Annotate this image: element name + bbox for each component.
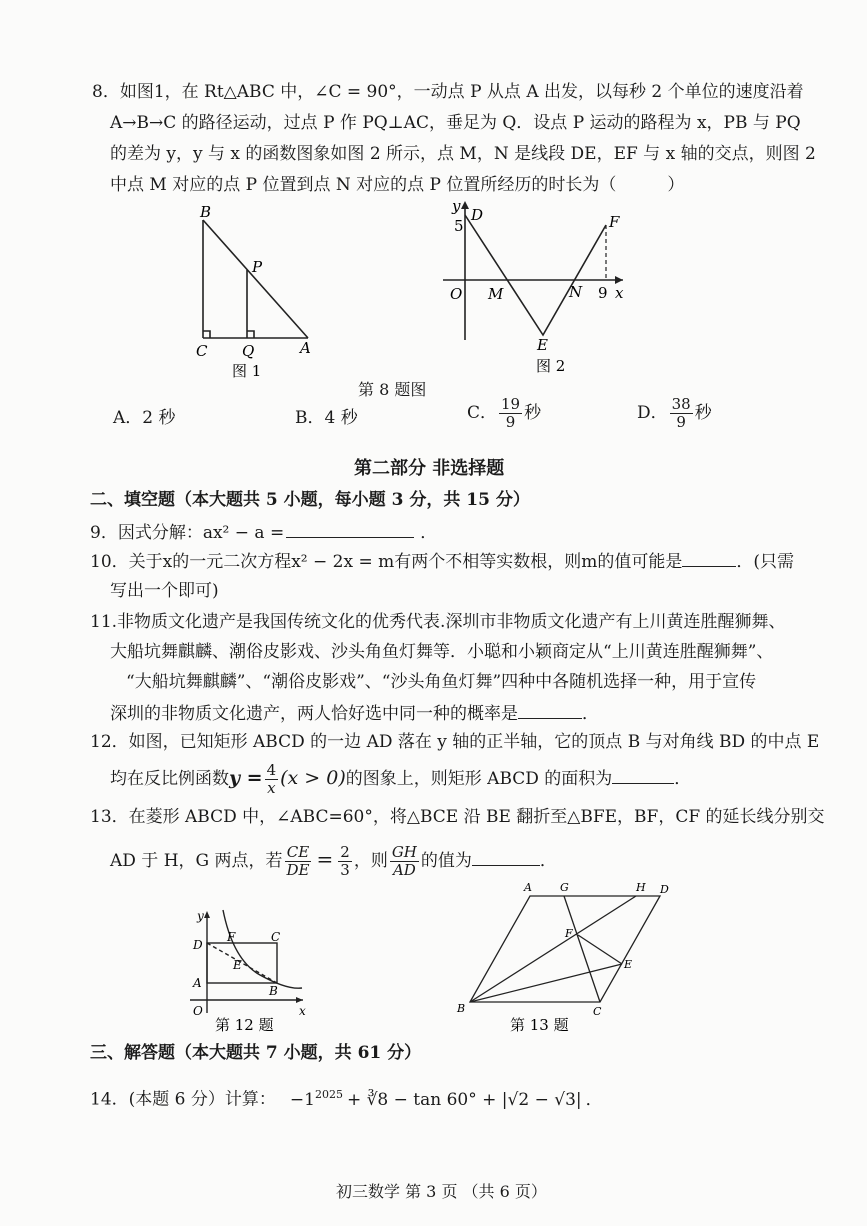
q8-figure-caption: 第 8 题图 xyxy=(358,380,427,399)
fig2-label-m: M xyxy=(488,285,504,303)
q11-line2: 大船坑舞麒麟、潮俗皮影戏、沙头角鱼灯舞等．小聪和小颖商定从“上川黄连胜醒狮舞”、 xyxy=(110,642,774,662)
q8-line2: A→B→C 的路径运动，过点 P 作 PQ⊥AC，垂足为 Q．设点 P 运动的路程为 x，PB 与 PQ xyxy=(110,113,801,133)
q13-line2 xyxy=(110,844,557,879)
q8-option-d xyxy=(637,396,712,431)
q13-gh: GH xyxy=(391,843,417,861)
q14-term-a: −1 xyxy=(289,1089,315,1110)
q13-line1: 13．在菱形 ABCD 中，∠ABC=60°，将△BCE 沿 BE 翻折至△BFE，BF，CF 的延长线分别交 xyxy=(90,807,825,827)
q11-line4 xyxy=(110,700,599,726)
fig2-label-n: N xyxy=(569,283,583,301)
fig12-label-d: D xyxy=(193,938,203,952)
q13-two: 2 xyxy=(340,843,350,861)
fig13-label-f: F xyxy=(565,927,573,940)
fig1-label-b: B xyxy=(200,203,212,221)
fig2-label-y: y xyxy=(452,197,461,215)
q11-line1: 11.非物质文化遗产是我国传统文化的优秀代表.深圳市非物质文化遗产有上川黄连胜醒狮舞、 xyxy=(90,612,786,632)
option-d-label: D． xyxy=(637,403,668,423)
part2-title: 第二部分 非选择题 xyxy=(354,458,505,479)
q8-figure-1 xyxy=(190,200,330,380)
q12-text-b: 的图象上，则矩形 ABCD 的面积为 xyxy=(345,769,613,789)
fig1-caption: 图 1 xyxy=(232,362,262,380)
q9-end: ． xyxy=(420,523,438,543)
q12-domain: (x > 0) xyxy=(280,767,346,789)
q10-note: ．(只需 xyxy=(736,552,795,572)
q14-end: ． xyxy=(585,1089,603,1110)
q13-text-c: 的值为 xyxy=(420,851,472,871)
q13-ad: AD xyxy=(392,861,416,879)
q14-exponent: 2025 xyxy=(314,1088,343,1101)
fig13-label-c: C xyxy=(593,1005,602,1018)
q12-answer-blank[interactable] xyxy=(612,765,674,784)
q8-line4: 中点 M 对应的点 P 位置到点 N 对应的点 P 位置所经历的时长为（ ） xyxy=(110,175,685,195)
q8-figure-2 xyxy=(438,195,638,380)
q8-line1: 8．如图1，在 Rt△ABC 中，∠C = 90°，一动点 P 从点 A 出发，以每秒 2 个单位的速度沿着 xyxy=(92,82,804,102)
q13-end: ． xyxy=(539,851,557,871)
fig12-caption: 第 12 题 xyxy=(215,1016,274,1034)
q9-text: 9．因式分解：ax² − a = xyxy=(90,523,285,543)
option-d-unit: 秒 xyxy=(694,403,712,423)
q14-label: 14．(本题 6 分）计算： xyxy=(90,1089,276,1110)
fig13-label-e: E xyxy=(624,958,633,971)
q12-line2 xyxy=(110,762,691,797)
q14 xyxy=(90,1083,603,1112)
fig12-label-a: A xyxy=(193,976,202,990)
fig12-label-c: C xyxy=(271,930,281,944)
fig2-label-x: x xyxy=(615,284,624,302)
option-c-denominator: 9 xyxy=(505,413,516,431)
q12-denominator: x xyxy=(267,779,276,797)
fig13 xyxy=(452,880,677,1035)
fig13-label-g: G xyxy=(560,881,569,894)
q9 xyxy=(90,519,437,545)
section3-title: 三、解答题（本大题共 7 小题，共 61 分） xyxy=(90,1043,422,1063)
fig13-label-d: D xyxy=(660,883,669,896)
q12-function-y: y = xyxy=(229,767,263,789)
option-c-numerator: 19 xyxy=(501,395,521,413)
q8-line3: 的差为 y，y 与 x 的函数图象如图 2 所示，点 M，N 是线段 DE，EF 与 x 轴的交点，则图 2 xyxy=(110,144,816,164)
option-d-denominator: 9 xyxy=(676,413,686,431)
fig2-label-o: O xyxy=(450,285,463,303)
q12-line1: 12．如图，已知矩形 ABCD 的一边 AD 落在 y 轴的正半轴，它的顶点 B 与对角线 BD 的中点 E xyxy=(90,732,820,752)
section2-title: 二、填空题（本大题共 5 小题，每小题 3 分，共 15 分） xyxy=(90,490,530,510)
fig1-label-a: A xyxy=(300,339,311,357)
q10-answer-blank[interactable] xyxy=(682,548,736,567)
q8-option-b: B．4 秒 xyxy=(295,408,358,428)
fig2-label-9: 9 xyxy=(598,284,608,302)
fig12-label-b: B xyxy=(269,984,278,998)
q12-text-a: 均在反比例函数 xyxy=(110,769,229,789)
option-c-label: C． xyxy=(467,403,498,423)
q8-option-a: A．2 秒 xyxy=(113,408,176,428)
q13-ce: CE xyxy=(286,843,310,861)
q9-answer-blank[interactable] xyxy=(286,519,414,538)
q13-answer-blank[interactable] xyxy=(472,847,540,866)
fig2-label-5: 5 xyxy=(454,217,464,235)
fig12-label-e: E xyxy=(233,958,242,972)
q10-line1 xyxy=(90,548,794,574)
q13-de: DE xyxy=(286,861,310,879)
q13-text-a: AD 于 H，G 两点，若 xyxy=(110,851,283,871)
q11-text: 深圳的非物质文化遗产，两人恰好选中同一种的概率是 xyxy=(110,704,518,724)
fig1-label-c: C xyxy=(196,342,208,360)
q13-equals: = xyxy=(316,847,334,871)
fig13-caption: 第 13 题 xyxy=(510,1016,569,1034)
fig2-label-e: E xyxy=(537,336,548,354)
q14-expression: + ∛8 − tan 60° + |√2 − √3| xyxy=(346,1089,582,1110)
q12-end: ． xyxy=(674,769,692,789)
q13-text-b: ，则 xyxy=(353,851,388,871)
fig12-label-x: x xyxy=(299,1004,306,1018)
q10-text: 10．关于x的一元二次方程x² − 2x = m有两个不相等实数根，则m的值可能是 xyxy=(90,552,683,572)
q11-answer-blank[interactable] xyxy=(518,700,582,719)
fig12-label-o: O xyxy=(193,1004,203,1018)
q11-end: ． xyxy=(582,704,599,724)
fig12-label-y: y xyxy=(197,909,204,923)
q10-line2: 写出一个即可) xyxy=(110,581,219,601)
fig2-label-d: D xyxy=(471,206,484,224)
option-d-numerator: 38 xyxy=(671,395,691,413)
fig2-caption: 图 2 xyxy=(536,357,566,375)
fig12-label-f: F xyxy=(227,930,236,944)
q12-numerator: 4 xyxy=(266,761,277,779)
fig1-label-q: Q xyxy=(242,342,255,360)
fig1-label-p: P xyxy=(252,258,263,276)
fig13-label-b: B xyxy=(457,1002,466,1015)
q13-three: 3 xyxy=(340,861,350,879)
fig13-label-a: A xyxy=(524,881,532,894)
q8-option-c xyxy=(467,396,541,431)
page-footer: 初三数学 第 3 页 （共 6 页） xyxy=(336,1182,547,1201)
q11-line3: “大船坑舞麒麟”、“潮俗皮影戏”、“沙头角鱼灯舞”四种中各随机选择一种，用于宣传 xyxy=(126,672,757,692)
option-c-unit: 秒 xyxy=(524,403,542,423)
fig13-label-h: H xyxy=(636,881,646,894)
fig12 xyxy=(185,905,320,1035)
fig2-label-f: F xyxy=(609,213,620,231)
